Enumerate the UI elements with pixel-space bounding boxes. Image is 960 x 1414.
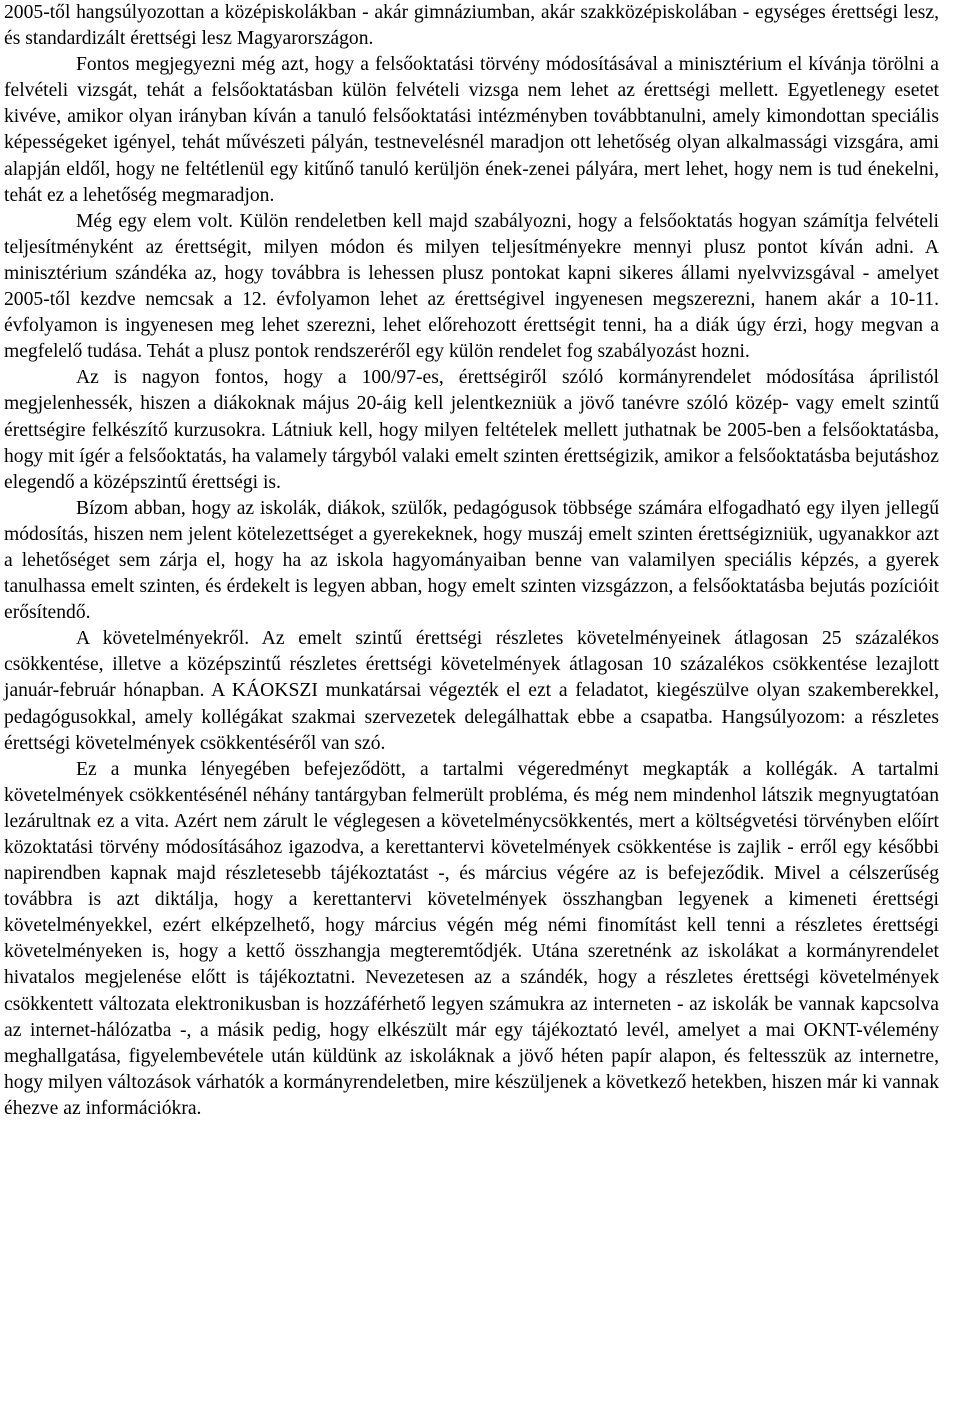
paragraph-6: A követelményekről. Az emelt szintű érettségi részletes követelményeinek átlagosan 25 százalékos csökkentése, illetve a középszintű részletes érettségi követelmények átlagosan 10 százalékos csökkentése lezajlott január-február hónapban. A KÁOKSZI munkatársai végezték el ezt a feladatot, kiegészülve olyan szakemberekkel, pedagógusokkal, amely kollégákat szakmai szervezetek delegálhattak ebbe a csapatba. Hangsúlyozom: a részletes érettségi követelmények csökkentéséről van szó. [4, 628, 939, 754]
paragraph-4: Az is nagyon fontos, hogy a 100/97-es, érettségiről szóló kormányrendelet módosítása áprilistól megjelenhessék, hiszen a diákoknak május 20-áig kell jelentkezniük a jövő tanévre szóló közép- vagy emelt szintű érettségire felkészítő kurzusokra. Látniuk kell, hogy milyen feltételek mellett juthatnak be 2005-ben a felsőoktatásba, hogy mit ígér a felsőoktatás, ha valamely tárgyból valaki emelt szinten érettségizik, amikor a felsőoktatásba bejutáshoz elegendő a középszintű érettségi is. [4, 367, 939, 493]
document-page [4, 0, 939, 1122]
paragraph-3: Még egy elem volt. Külön rendeletben kell majd szabályozni, hogy a felsőoktatás hogyan számítja felvételi teljesítményként az érettségit, milyen módon és milyen teljesítményekre mennyi plusz pontot kíván adni. A minisztérium szándéka az, hogy továbbra is lehessen plusz pontokat kapni sikeres állami nyelvvizsgával - amelyet 2005-től kezdve nemcsak a 12. évfolyamon lehet az érettségivel ingyenesen megszerezni, hanem akár a 10-11. évfolyamon is ingyenesen meg lehet szerezni, lehet előrehozott érettségit tenni, ha a diák úgy érzi, hogy megvan a megfelelő tudása. Tehát a plusz pontok rendszeréről egy külön rendelet fog szabályozást hozni. [4, 210, 939, 363]
paragraph-2: Fontos megjegyezni még azt, hogy a felsőoktatási törvény módosításával a minisztérium el kívánja törölni a felvételi vizsgát, tehát a felsőoktatásban külön felvételi vizsga nem lehet az érettségi mellett. Egyetlenegy esetet kivéve, amikor olyan irányban kíván a tanuló felsőoktatási intézményben továbbtanulni, amely kimondottan speciális képességeket igényel, tehát művészeti pályán, testnevelésnél maradjon ott lehetőség olyan alkalmassági vizsgára, ami alapján eldől, hogy ne feltétlenül egy kitűnő tanuló kerüljön ének-zenei pályára, mert lehet, hogy nem is tud énekelni, tehát ez a lehetőség megmaradjon. [4, 54, 939, 206]
paragraph-7: Ez a munka lényegében befejeződött, a tartalmi végeredményt megkapták a kollégák. A tartalmi követelmények csökkentésénél néhány tantárgyban felmerült probléma, és még nem mindenhol látszik megnyugtatóan lezárultnak ez a vita. Azért nem zárult le véglegesen a követelménycsökkentés, mert a költségvetési törvényben előírt közoktatási törvény módosításához igazodva, a kerettantervi követelmények csökkentése is zajlik - erről egy későbbi napirendben kapnak majd részletesebb tájékoztatást -, és március végére az is befejeződik. Mivel a célszerűség továbbra is azt diktálja, hogy a kerettantervi követelmények összhangban legyenek a kimeneti érettségi követelményekkel, ezért elképzelhető, hogy március végén még némi finomítást kell tenni a részletes érettségi követelményeken is, hogy a kettő összhangja megteremtődjék. Utána szeretnénk az iskolákat a kormányrendelet hivatalos megjelenése előtt is tájékoztatni. Nevezetesen az a szándék, hogy a részletes érettségi követelmények csökkentett változata elektronikusban is hozzáférhető legyen számukra az interneten - az iskolák be vannak kapcsolva az internet-hálózatba -, a másik pedig, hogy elkészült már egy tájékoztató levél, amelyet a mai OKNT-vélemény meghallgatása, figyelembevétele után küldünk az iskoláknak a jövő héten papír alapon, és feltesszük az internetre, hogy milyen változások várhatók a kormányrendeletben, mire készüljenek a következő hetekben, hiszen már ki vannak éhezve az információkra. [4, 758, 939, 1119]
paragraph-1: 2005-től hangsúlyozottan a középiskolákban - akár gimnáziumban, akár szakközépiskolában - egységes érettségi lesz, és standardizált érettségi lesz Magyarországon. [4, 2, 939, 50]
paragraph-5: Bízom abban, hogy az iskolák, diákok, szülők, pedagógusok többsége számára elfogadható egy ilyen jellegű módosítás, hiszen nem jelent kötelezettséget a gyerekeknek, hogy muszáj emelt szinten érettségizniük, ugyanakkor azt a lehetőséget sem zárja el, hogy ha az iskola hagyományaiban benne van valamilyen speciális képzés, a gyerek tanulhassa emelt szinten, és érdekelt is legyen abban, hogy emelt szinten vizsgázzon, a felsőoktatásba bejutás pozícióit erősítendő. [4, 497, 939, 624]
